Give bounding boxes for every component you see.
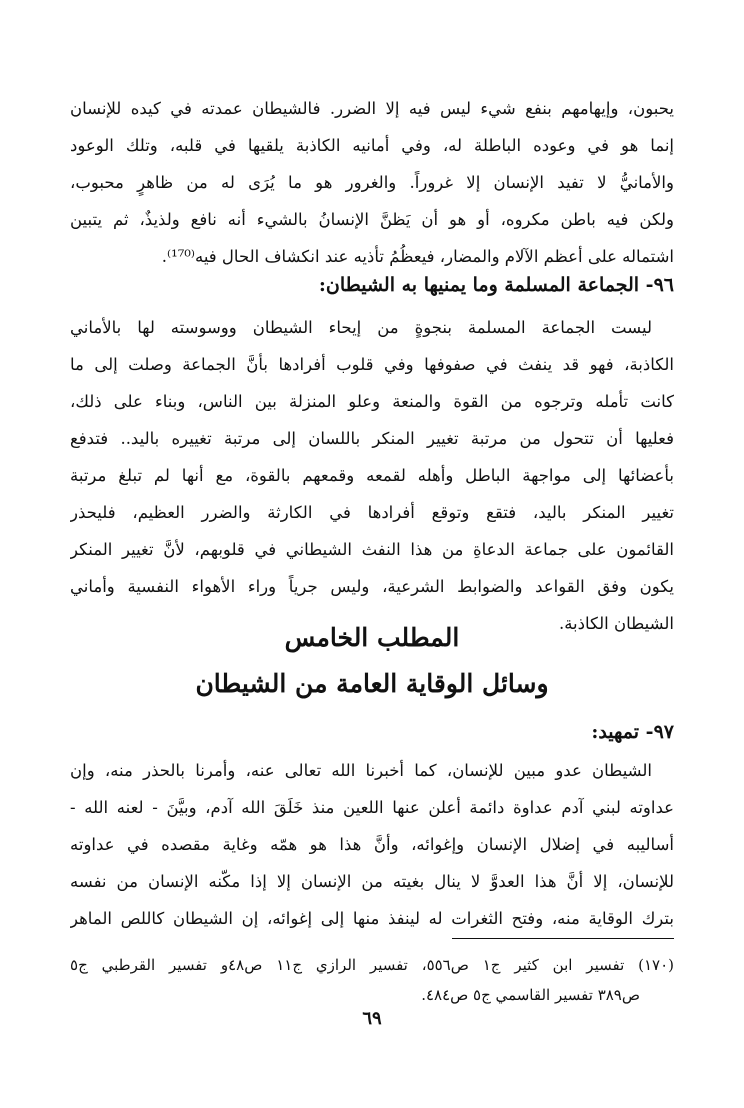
text-line: فعليها أن تتحول من مرتبة تغيير المنكر باللسان إلى مرتبة تغييره باليد.. فتدفع	[70, 429, 674, 448]
section-title: المطلب الخامس	[284, 623, 460, 652]
text-line: يكون وفق القواعد والضوابط الشرعية، وليس جرياً وراء الأهواء النفسية وأماني	[70, 577, 674, 596]
text-line: للإنسان، إلا أنَّ هذا العدوَّ لا ينال بغيته من الإنسان إلا إذا مكّنه الإنسان من نفسه	[70, 872, 674, 891]
footnote-line: ص٣٨٩ تفسير القاسمي ج٥ ص٤٨٤.	[421, 986, 640, 1004]
section-heading-97: ٩٧- تمهيد:	[591, 721, 674, 743]
text-line: تغيير المنكر باليد، فتقع وتوقع أفرادها في الكارثة والضرر العظيم، فليحذر	[70, 503, 674, 522]
text-line: ولكن فيه باطن مكروه، أو هو أن يَظنَّ الإنسانُ بالشيء أنه نافع ولذيذٌ، ثم يتبين	[70, 210, 674, 229]
footnote-divider	[452, 938, 674, 939]
text-line: القائمون على جماعة الدعاةِ من هذا النفث الشيطاني في قلوبهم، لأنَّ تغيير المنكر	[70, 540, 674, 559]
page-number: ٦٩	[362, 1008, 382, 1029]
text-line: كانت تأمله وترجوه من القوة والمنعة وعلو المنزلة بين الناس، وبناء على ذلك،	[70, 392, 674, 411]
text-line: يحبون، وإيهامهم بنفع شيء ليس فيه إلا الضرر. فالشيطان عمدته في كيده للإنسان	[70, 99, 674, 118]
text-line: الشيطان عدو مبين للإنسان، كما أخبرنا الله تعالى عنه، وأمرنا بالحذر منه، وإن	[70, 761, 652, 780]
footnote	[70, 950, 674, 1010]
paragraph-2	[70, 309, 674, 642]
text-line: أساليبه في إضلال الإنسان وإغوائه، وأنَّ هذا هو همّه وغاية مقصده في عداوته	[70, 835, 674, 854]
paragraph-3	[70, 752, 674, 937]
text-line: عداوته لبني آدم عداوة دائمة أعلن عنها اللعين منذ خَلَقَ الله آدم، وبيَّنَ - لعنه الله -	[70, 798, 674, 817]
text-line: بترك الوقاية منه، وفتح الثغرات له لينفذ منها إلى إغوائه، إن الشيطان كاللص الماهر	[70, 909, 674, 928]
footnote-line: (١٧٠) تفسير ابن كثير ج١ ص٥٥٦، تفسير الرازي ج١١ ص٤٨و تفسير القرطبي ج٥	[70, 956, 674, 974]
text-line: الكاذبة، فهو قد ينفث في صفوفها وفي قلوب أفرادها بأنَّ الجماعة وصلت إلى ما	[70, 355, 674, 374]
text-line: بأعضائها إلى مواجهة الباطل وأهله لقمعه وقمعهم بالقوة، مع أنها لم تبلغ مرتبة	[70, 466, 674, 485]
text-line: اشتماله على أعظم الآلام والمضار، فيعظُمُ تأذيه عند انكشاف الحال فيه⁽¹⁷⁰⁾.	[161, 247, 674, 266]
text-line: والأمانيُّ لا تفيد الإنسان إلا غروراً. والغرور هو ما يُرَى له من ظاهرٍ محبوب،	[70, 173, 674, 192]
section-heading-96: ٩٦- الجماعة المسلمة وما يمنيها به الشيطان:	[318, 274, 674, 296]
text-line: ليست الجماعة المسلمة بنجوةٍ من إيحاء الشيطان ووسوسته لها بالأماني	[70, 318, 652, 337]
section-subtitle: وسائل الوقاية العامة من الشيطان	[195, 669, 549, 698]
text-line: إنما هو في وعوده الباطلة له، وفي أمانيه الكاذبة يلقيها في قلبه، وتلك الوعود	[70, 136, 674, 155]
text-line: الشيطان الكاذبة.	[558, 614, 674, 633]
paragraph-1	[70, 90, 674, 275]
